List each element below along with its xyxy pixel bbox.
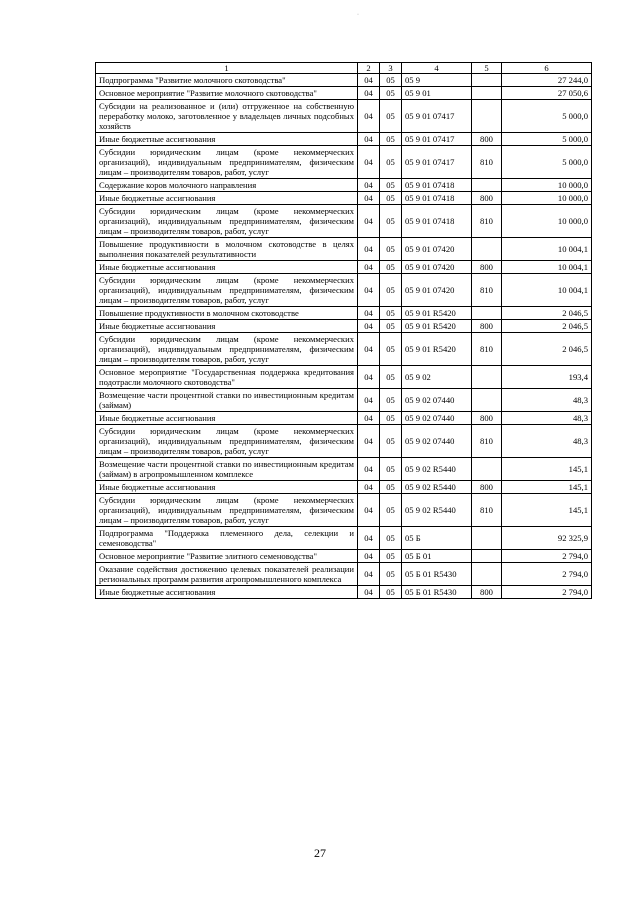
target-article-cell: 05 9 01 R5420 bbox=[402, 320, 472, 333]
subsection-code-cell: 05 bbox=[380, 274, 402, 307]
target-article-cell: 05 Б 01 R5430 bbox=[402, 563, 472, 586]
column-header: 5 bbox=[472, 63, 502, 74]
amount-cell: 10 000,0 bbox=[502, 205, 592, 238]
row-name-cell: Основное мероприятие "Развитие элитного семеноводства" bbox=[96, 550, 358, 563]
section-code-cell: 04 bbox=[358, 412, 380, 425]
table-row bbox=[96, 527, 592, 550]
subsection-code-cell: 05 bbox=[380, 458, 402, 481]
target-article-cell: 05 9 02 R5440 bbox=[402, 481, 472, 494]
target-article-cell: 05 Б 01 bbox=[402, 550, 472, 563]
row-name-cell: Субсидии юридическим лицам (кроме некоммерческих организаций), индивидуальным предпринимателям, физическим лицам – производителям товаров, работ, услуг bbox=[96, 494, 358, 527]
subsection-code-cell: 05 bbox=[380, 307, 402, 320]
subsection-code-cell: 05 bbox=[380, 586, 402, 599]
amount-cell: 145,1 bbox=[502, 458, 592, 481]
expense-type-cell bbox=[472, 366, 502, 389]
amount-cell: 145,1 bbox=[502, 481, 592, 494]
table-row bbox=[96, 563, 592, 586]
row-name-cell: Иные бюджетные ассигнования bbox=[96, 320, 358, 333]
column-header: 4 bbox=[402, 63, 472, 74]
table-row bbox=[96, 192, 592, 205]
table-row bbox=[96, 205, 592, 238]
row-name-cell: Возмещение части процентной ставки по инвестиционным кредитам (займам) bbox=[96, 389, 358, 412]
row-name-cell: Основное мероприятие "Государственная поддержка кредитования подотрасли молочного скотоводства" bbox=[96, 366, 358, 389]
expense-type-cell bbox=[472, 179, 502, 192]
expense-type-cell: 810 bbox=[472, 205, 502, 238]
section-code-cell: 04 bbox=[358, 389, 380, 412]
table-row bbox=[96, 366, 592, 389]
row-name-cell: Иные бюджетные ассигнования bbox=[96, 133, 358, 146]
subsection-code-cell: 05 bbox=[380, 133, 402, 146]
table-row bbox=[96, 133, 592, 146]
expense-type-cell bbox=[472, 74, 502, 87]
section-code-cell: 04 bbox=[358, 192, 380, 205]
column-header: 2 bbox=[358, 63, 380, 74]
section-code-cell: 04 bbox=[358, 87, 380, 100]
subsection-code-cell: 05 bbox=[380, 261, 402, 274]
row-name-cell: Иные бюджетные ассигнования bbox=[96, 192, 358, 205]
section-code-cell: 04 bbox=[358, 238, 380, 261]
target-article-cell: 05 9 01 07418 bbox=[402, 205, 472, 238]
subsection-code-cell: 05 bbox=[380, 192, 402, 205]
table-row bbox=[96, 274, 592, 307]
target-article-cell: 05 Б bbox=[402, 527, 472, 550]
table-row bbox=[96, 74, 592, 87]
section-code-cell: 04 bbox=[358, 274, 380, 307]
table-row bbox=[96, 586, 592, 599]
section-code-cell: 04 bbox=[358, 481, 380, 494]
row-name-cell: Иные бюджетные ассигнования bbox=[96, 586, 358, 599]
section-code-cell: 04 bbox=[358, 100, 380, 133]
expense-type-cell: 810 bbox=[472, 425, 502, 458]
expense-type-cell: 800 bbox=[472, 481, 502, 494]
expense-type-cell bbox=[472, 527, 502, 550]
table-row bbox=[96, 146, 592, 179]
amount-cell: 10 000,0 bbox=[502, 179, 592, 192]
expense-type-cell: 800 bbox=[472, 261, 502, 274]
subsection-code-cell: 05 bbox=[380, 146, 402, 179]
target-article-cell: 05 9 bbox=[402, 74, 472, 87]
expense-type-cell bbox=[472, 100, 502, 133]
table-row bbox=[96, 261, 592, 274]
target-article-cell: 05 9 01 R5420 bbox=[402, 333, 472, 366]
section-code-cell: 04 bbox=[358, 563, 380, 586]
section-code-cell: 04 bbox=[358, 366, 380, 389]
target-article-cell: 05 9 02 07440 bbox=[402, 425, 472, 458]
expense-type-cell bbox=[472, 563, 502, 586]
expense-type-cell bbox=[472, 389, 502, 412]
row-name-cell: Подпрограмма "Поддержка племенного дела, селекции и семеноводства" bbox=[96, 527, 358, 550]
subsection-code-cell: 05 bbox=[380, 320, 402, 333]
column-header: 6 bbox=[502, 63, 592, 74]
subsection-code-cell: 05 bbox=[380, 481, 402, 494]
subsection-code-cell: 05 bbox=[380, 389, 402, 412]
row-name-cell: Иные бюджетные ассигнования bbox=[96, 261, 358, 274]
target-article-cell: 05 9 01 07417 bbox=[402, 133, 472, 146]
table-row bbox=[96, 412, 592, 425]
section-code-cell: 04 bbox=[358, 527, 380, 550]
section-code-cell: 04 bbox=[358, 425, 380, 458]
amount-cell: 92 325,9 bbox=[502, 527, 592, 550]
expense-type-cell bbox=[472, 238, 502, 261]
subsection-code-cell: 05 bbox=[380, 74, 402, 87]
amount-cell: 27 244,0 bbox=[502, 74, 592, 87]
amount-cell: 10 004,1 bbox=[502, 274, 592, 307]
section-code-cell: 04 bbox=[358, 494, 380, 527]
subsection-code-cell: 05 bbox=[380, 425, 402, 458]
subsection-code-cell: 05 bbox=[380, 550, 402, 563]
expense-type-cell bbox=[472, 307, 502, 320]
amount-cell: 5 000,0 bbox=[502, 146, 592, 179]
amount-cell: 27 050,6 bbox=[502, 87, 592, 100]
row-name-cell: Субсидии юридическим лицам (кроме некоммерческих организаций), индивидуальным предпринимателям, физическим лицам – производителям товаров, работ, услуг bbox=[96, 274, 358, 307]
section-code-cell: 04 bbox=[358, 205, 380, 238]
expense-type-cell: 800 bbox=[472, 586, 502, 599]
subsection-code-cell: 05 bbox=[380, 412, 402, 425]
row-name-cell: Субсидии на реализованное и (или) отгруженное на собственную переработку молоко, заготовленное у владельцев личных подсобных хозяйств bbox=[96, 100, 358, 133]
column-header: 3 bbox=[380, 63, 402, 74]
expense-type-cell: 800 bbox=[472, 192, 502, 205]
row-name-cell: Иные бюджетные ассигнования bbox=[96, 412, 358, 425]
table-header bbox=[96, 63, 592, 74]
row-name-cell: Возмещение части процентной ставки по инвестиционным кредитам (займам) в агропромышленном комплексе bbox=[96, 458, 358, 481]
amount-cell: 48,3 bbox=[502, 389, 592, 412]
table-row bbox=[96, 425, 592, 458]
subsection-code-cell: 05 bbox=[380, 238, 402, 261]
target-article-cell: 05 Б 01 R5430 bbox=[402, 586, 472, 599]
page-number: 27 bbox=[314, 846, 326, 860]
expense-type-cell: 810 bbox=[472, 333, 502, 366]
amount-cell: 193,4 bbox=[502, 366, 592, 389]
row-name-cell: Повышение продуктивности в молочном скотоводстве bbox=[96, 307, 358, 320]
row-name-cell: Оказание содействия достижению целевых показателей реализации региональных программ развития агропромышленного комплекса bbox=[96, 563, 358, 586]
row-name-cell: Субсидии юридическим лицам (кроме некоммерческих организаций), индивидуальным предпринимателям, физическим лицам – производителям товаров, работ, услуг bbox=[96, 425, 358, 458]
table-row bbox=[96, 179, 592, 192]
amount-cell: 48,3 bbox=[502, 412, 592, 425]
target-article-cell: 05 9 01 07417 bbox=[402, 146, 472, 179]
amount-cell: 5 000,0 bbox=[502, 100, 592, 133]
target-article-cell: 05 9 02 R5440 bbox=[402, 458, 472, 481]
target-article-cell: 05 9 01 07418 bbox=[402, 192, 472, 205]
subsection-code-cell: 05 bbox=[380, 333, 402, 366]
amount-cell: 2 794,0 bbox=[502, 586, 592, 599]
table-row bbox=[96, 307, 592, 320]
expense-type-cell bbox=[472, 550, 502, 563]
row-name-cell: Иные бюджетные ассигнования bbox=[96, 481, 358, 494]
expense-type-cell: 800 bbox=[472, 412, 502, 425]
target-article-cell: 05 9 02 07440 bbox=[402, 389, 472, 412]
expense-type-cell: 800 bbox=[472, 133, 502, 146]
target-article-cell: 05 9 01 07420 bbox=[402, 238, 472, 261]
table-body bbox=[96, 74, 592, 599]
row-name-cell: Субсидии юридическим лицам (кроме некоммерческих организаций), индивидуальным предпринимателям, физическим лицам – производителям товаров, работ, услуг bbox=[96, 333, 358, 366]
subsection-code-cell: 05 bbox=[380, 87, 402, 100]
table-row bbox=[96, 333, 592, 366]
subsection-code-cell: 05 bbox=[380, 366, 402, 389]
column-numbers-row bbox=[96, 63, 592, 74]
subsection-code-cell: 05 bbox=[380, 494, 402, 527]
budget-table bbox=[95, 62, 592, 599]
target-article-cell: 05 9 01 bbox=[402, 87, 472, 100]
amount-cell: 2 794,0 bbox=[502, 550, 592, 563]
amount-cell: 2 046,5 bbox=[502, 307, 592, 320]
column-header: 1 bbox=[96, 63, 358, 74]
amount-cell: 48,3 bbox=[502, 425, 592, 458]
subsection-code-cell: 05 bbox=[380, 563, 402, 586]
expense-type-cell: 800 bbox=[472, 320, 502, 333]
section-code-cell: 04 bbox=[358, 261, 380, 274]
row-name-cell: Подпрограмма "Развитие молочного скотоводства" bbox=[96, 74, 358, 87]
target-article-cell: 05 9 02 07440 bbox=[402, 412, 472, 425]
target-article-cell: 05 9 01 07420 bbox=[402, 274, 472, 307]
amount-cell: 2 046,5 bbox=[502, 320, 592, 333]
amount-cell: 10 000,0 bbox=[502, 192, 592, 205]
amount-cell: 2 046,5 bbox=[502, 333, 592, 366]
table-row bbox=[96, 389, 592, 412]
expense-type-cell: 810 bbox=[472, 146, 502, 179]
subsection-code-cell: 05 bbox=[380, 100, 402, 133]
expense-type-cell: 810 bbox=[472, 274, 502, 307]
section-code-cell: 04 bbox=[358, 307, 380, 320]
target-article-cell: 05 9 01 07418 bbox=[402, 179, 472, 192]
row-name-cell: Содержание коров молочного направления bbox=[96, 179, 358, 192]
amount-cell: 2 794,0 bbox=[502, 563, 592, 586]
row-name-cell: Субсидии юридическим лицам (кроме некоммерческих организаций), индивидуальным предпринимателям, физическим лицам – производителям товаров, работ, услуг bbox=[96, 146, 358, 179]
target-article-cell: 05 9 02 bbox=[402, 366, 472, 389]
table-row bbox=[96, 320, 592, 333]
table-row bbox=[96, 481, 592, 494]
page-mark: · bbox=[357, 12, 359, 18]
target-article-cell: 05 9 02 R5440 bbox=[402, 494, 472, 527]
section-code-cell: 04 bbox=[358, 333, 380, 366]
section-code-cell: 04 bbox=[358, 74, 380, 87]
row-name-cell: Основное мероприятие "Развитие молочного скотоводства" bbox=[96, 87, 358, 100]
section-code-cell: 04 bbox=[358, 550, 380, 563]
section-code-cell: 04 bbox=[358, 586, 380, 599]
table-row bbox=[96, 550, 592, 563]
expense-type-cell bbox=[472, 87, 502, 100]
table-row bbox=[96, 87, 592, 100]
target-article-cell: 05 9 01 R5420 bbox=[402, 307, 472, 320]
table-row bbox=[96, 100, 592, 133]
amount-cell: 10 004,1 bbox=[502, 261, 592, 274]
row-name-cell: Повышение продуктивности в молочном скотоводстве в целях выполнения показателей результативности bbox=[96, 238, 358, 261]
target-article-cell: 05 9 01 07420 bbox=[402, 261, 472, 274]
section-code-cell: 04 bbox=[358, 458, 380, 481]
expense-type-cell: 810 bbox=[472, 494, 502, 527]
subsection-code-cell: 05 bbox=[380, 205, 402, 238]
subsection-code-cell: 05 bbox=[380, 527, 402, 550]
amount-cell: 10 004,1 bbox=[502, 238, 592, 261]
section-code-cell: 04 bbox=[358, 133, 380, 146]
row-name-cell: Субсидии юридическим лицам (кроме некоммерческих организаций), индивидуальным предпринимателям, физическим лицам – производителям товаров, работ, услуг bbox=[96, 205, 358, 238]
section-code-cell: 04 bbox=[358, 320, 380, 333]
table-row bbox=[96, 458, 592, 481]
amount-cell: 5 000,0 bbox=[502, 133, 592, 146]
section-code-cell: 04 bbox=[358, 179, 380, 192]
target-article-cell: 05 9 01 07417 bbox=[402, 100, 472, 133]
section-code-cell: 04 bbox=[358, 146, 380, 179]
subsection-code-cell: 05 bbox=[380, 179, 402, 192]
table-row bbox=[96, 494, 592, 527]
expense-type-cell bbox=[472, 458, 502, 481]
amount-cell: 145,1 bbox=[502, 494, 592, 527]
table-row bbox=[96, 238, 592, 261]
